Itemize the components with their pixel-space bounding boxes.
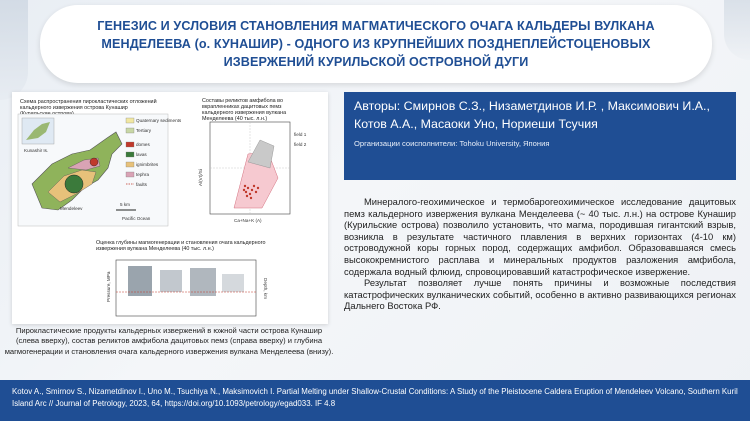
diagram-legend-1: field 1 [294,132,307,137]
data-point [247,187,249,189]
depth-title [96,240,265,252]
authors-list: Авторы: Смирнов С.З., Низаметдинов И.Р. , Максимович И.А., Котов А.А., Масаоки Уно, Нориеши Тсучия [354,99,710,131]
figure-caption: Пирокластические продукты кальдерных извержений в южной части острова Кунашир (слева вверху), состав реликтов амфибола дацитовых пемз (справа вверху) и глубина магмогенерации и становления очага кальдерного извержения вулкана Менделеева (внизу). [4,326,334,356]
data-point [253,185,255,187]
legend-tertiary: Tertiary [136,128,152,133]
map-label-ocean: Pacific Ocean [122,216,151,221]
page-title: ГЕНЕЗИС И УСЛОВИЯ СТАНОВЛЕНИЯ МАГМАТИЧЕСКОГО ОЧАГА КАЛЬДЕРЫ ВУЛКАНА МЕНДЕЛЕЕВА (о. КУНАШИР) - ОДНОГО ИЗ КРУПНЕЙШИХ ПОЗДНЕПЛЕЙСТОЦЕНОВЫХ ИЗВЕРЖЕНИЙ КУРИЛЬСКОЙ ОСТРОВНОЙ ДУГИ [97,19,655,69]
citation-footer [0,380,750,421]
dome-mark [90,158,98,166]
figure-illustration [12,92,328,324]
figure-title-line: кальдерного извержения вулкана [202,110,287,116]
depth-y-label: Pressure, MPa [106,271,111,302]
figure-title-line: Схема распространения пирокластических отложений [20,99,157,105]
map-label-mendeleev: Mendeleev [60,206,83,211]
diagram-legend-2: field 2 [294,142,307,147]
figure-title-line: Оценка глубины магмогенерации и становления очага кальдерного [96,240,266,246]
figure-title-line: Составы реликтов амфибола во [202,98,283,104]
depth-bar-4 [222,274,244,292]
legend-swatch-domes [126,142,134,147]
legend-swatch-tertiary [126,128,134,133]
figure-title-line: вкрапленниках дацитовых пемз [202,104,282,110]
title-banner [40,5,712,83]
legend-faults: faults [136,182,147,187]
organizations: Организации соисполнители: Tohoku University, Япония [354,139,550,148]
legend-quaternary: Quaternary sediments [136,118,182,123]
data-point [243,189,245,191]
data-point [245,191,247,193]
data-point [257,187,259,189]
legend-swatch-tephra [126,172,134,177]
data-point [250,197,252,199]
authors-panel [344,92,736,180]
data-point [249,193,251,195]
depth-y2-label: Depth, km [263,278,268,299]
data-point [255,191,257,193]
decorative-corner-right [724,0,750,60]
legend-swatch-ignimbrites [126,162,134,167]
caldera-mark [65,175,83,193]
figure-title-line: Менделеева (40 тыс. л.н.) [202,116,268,122]
depth-bar-2 [160,270,182,292]
data-point [246,195,248,197]
figure-panel [12,92,328,324]
citation-text: Kotov A., Smirnov S., Nizametdinov I., Uno M., Tsuchiya N., Maksimovich I. Partial Melting under Shallow-Crustal Conditions: A Study of the Pleistocene Caldera Eruption of Mendeleev Volcano, Southern Kuril Island Arc // Journal of Petrology, 2023, 64, https://doi.org/10.1093/petrology/egad033. IF 4.8 [12,387,738,408]
map-label-island: Kunashir Is. [24,148,49,153]
legend-swatch-lavas [126,152,134,157]
decorative-corner-left [0,0,28,100]
legend-ignimbrites: ignimbrites [136,162,159,167]
diagram-x-label: Ca+Na+K (A) [234,218,262,223]
legend-lavas: lavas [136,152,147,157]
abstract-paragraph-1: Минералого-геохимическое и термобарогеохимическое исследование дацитовых пемз кальдерного извержения вулкана Менделеева (~ 40 тыс. л.н.) на острове Кунашир (Курильские острова) позволило установить, что магма, породившая гигантский взрыв, возникла в результате частичного плавления в верхних горизонтах (4-10 км) островодужной коры горных пород, содержащих амфибол. Образовавшаяся смесь высококремнистого расплава и минеральных продуктов разложения амфибола, содержала водный флюид, спровоцировавший катастрофическое извержение. [344,196,736,277]
legend-domes: domes [136,142,150,147]
depth-bar-1 [128,266,152,296]
data-point [251,189,253,191]
diagram-title [202,98,286,122]
abstract [344,196,736,312]
legend-swatch-quaternary [126,118,134,123]
scale-label: 5 km [120,202,130,207]
figure-title-line: извержения вулкана Менделеева (40 тыс. л.н.) [96,246,214,252]
data-point [244,185,246,187]
legend-tephra: tephra [136,172,150,177]
figure-title-line: кальдерного извержения острова Кунашир [20,105,128,111]
diagram-y-label: Al(VI)/Si [198,169,203,186]
abstract-paragraph-2: Результат позволяет лучше понять причины и возможные последствия катастрофических вулканических событий, особенно в активно развивающихся регионах Дальнего Востока РФ. [344,277,736,312]
